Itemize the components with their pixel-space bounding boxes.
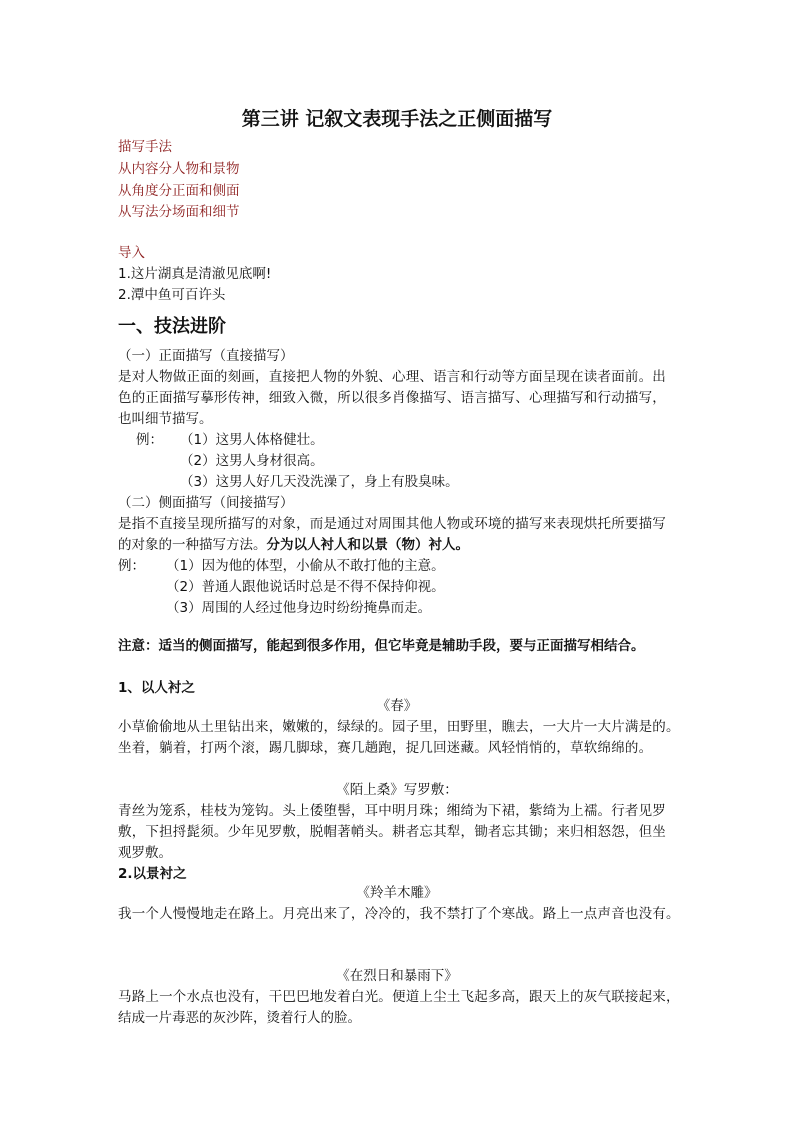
page-title: 第三讲 记叙文表现手法之正侧面描写 — [241, 108, 553, 130]
example-item: （3）这男人好几天没洗澡了，身上有股臭味。 — [180, 474, 459, 490]
passage-title: 《春》 — [376, 698, 418, 714]
front-heading: （一）正面描写（直接描写） — [118, 348, 294, 364]
side-text-line — [118, 535, 469, 556]
passage-line: 敷，下担捋髭须。少年见罗敷，脱帽著帩头。耕者忘其犁，锄者忘其锄；来归相怒怨，但坐 — [118, 824, 666, 840]
example-item: （3）周围的人经过他身边时纷纷掩鼻而走。 — [166, 600, 432, 616]
intro-heading: 导入 — [118, 245, 145, 261]
passage-line: 马路上一个水点也没有，干巴巴地发着白光。便道上尘土飞起多高，跟天上的灰气联接起来， — [118, 989, 680, 1005]
front-text-line: 是对人物做正面的刻画，直接把人物的外貌、心理、语言和行动等方面呈现在读者面前。出 — [118, 369, 666, 385]
front-text-line: 也叫细节描写。 — [118, 411, 213, 427]
passage-line: 青丝为笼系，桂枝为笼钩。头上倭堕髻，耳中明月珠；缃绮为下裙，紫绮为上襦。行者见罗 — [118, 803, 666, 819]
part2-heading: 2.以景衬之 — [118, 866, 187, 882]
side-text-bold: 分为以人衬人和以景（物）衬人。 — [266, 537, 469, 553]
example-item: （2）这男人身材很高。 — [180, 453, 324, 469]
intro-item: 1.这片湖真是清澈见底啊! — [118, 266, 272, 282]
example-item: （1）因为他的体型，小偷从不敢打他的主意。 — [166, 558, 445, 574]
example-item: （2）普通人跟他说话时总是不得不保持仰视。 — [166, 579, 445, 595]
note: 注意：适当的侧面描写，能起到很多作用，但它毕竟是辅助手段，要与正面描写相结合。 — [118, 638, 645, 654]
methods-item: 从角度分正面和侧面 — [118, 183, 240, 199]
methods-heading: 描写手法 — [118, 139, 172, 155]
front-text-line: 色的正面描写摹形传神，细致入微，所以很多肖像描写、语言描写、心理描写和行动描写， — [118, 390, 666, 406]
example-label: 例： — [118, 558, 145, 574]
methods-item: 从内容分人物和景物 — [118, 161, 240, 177]
intro-item: 2.潭中鱼可百许头 — [118, 287, 226, 303]
methods-item: 从写法分场面和细节 — [118, 204, 240, 220]
section-heading: 一、技法进阶 — [118, 316, 226, 337]
side-heading: （二）侧面描写（间接描写） — [118, 495, 294, 511]
passage-line: 结成一片毒恶的灰沙阵，烫着行人的脸。 — [118, 1010, 361, 1026]
part1-heading: 1、以人衬之 — [118, 680, 195, 696]
passage-title: 《陌上桑》写罗敷： — [336, 782, 458, 798]
side-text-line: 是指不直接呈现所描写的对象，而是通过对周围其他人物或环境的描写来表现烘托所要描写 — [118, 516, 666, 532]
example-item: （1）这男人体格健壮。 — [180, 432, 324, 448]
passage-line: 我一个人慢慢地走在路上。月亮出来了，冷冷的，我不禁打了个寒战。路上一点声音也没有。 — [118, 906, 680, 922]
passage-line: 观罗敷。 — [118, 845, 172, 861]
example-label: 例： — [136, 432, 163, 448]
side-text-plain: 的对象的一种描写方法。 — [118, 537, 267, 553]
passage-line: 坐着，躺着，打两个滚，踢几脚球，赛几趟跑，捉几回迷藏。风轻悄悄的，草软绵绵的。 — [118, 740, 653, 756]
passage-title: 《在烈日和暴雨下》 — [336, 968, 458, 984]
passage-line: 小草偷偷地从土里钻出来，嫩嫩的，绿绿的。园子里，田野里，瞧去，一大片一大片满是的。 — [118, 719, 680, 735]
passage-title: 《羚羊木雕》 — [356, 885, 438, 901]
